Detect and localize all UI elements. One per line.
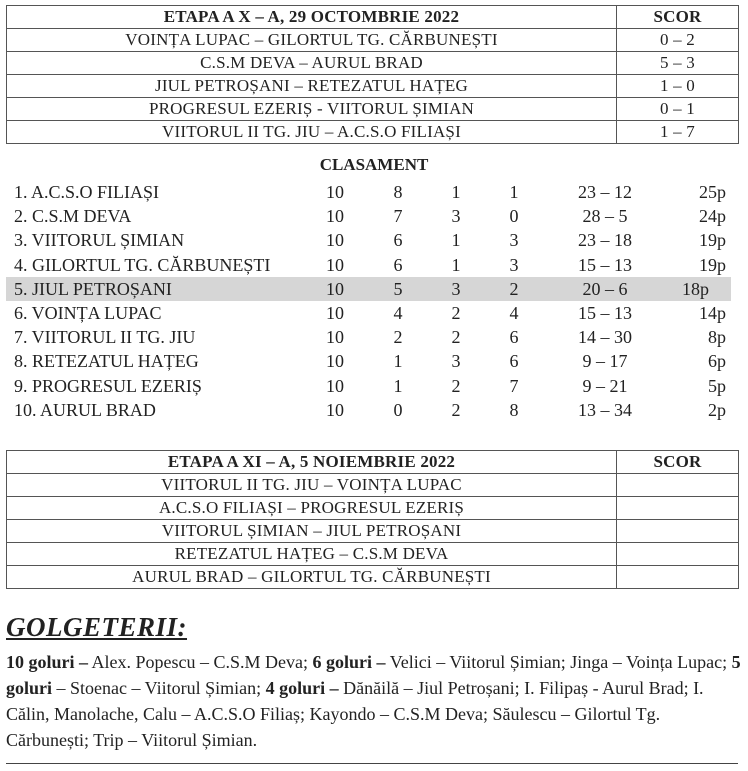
top-scorers-title: GOLGETERII:: [6, 612, 188, 642]
match-name: RETEZATUL HAȚEG – C.S.M DEVA: [7, 543, 617, 566]
goal-difference: 20 – 6: [582, 278, 628, 299]
standings-row: [0, 325, 748, 349]
games-played: 10: [326, 278, 344, 299]
match-name: VOINȚA LUPAC – GILORTUL TG. CĂRBUNEȘTI: [7, 29, 617, 52]
games-lost: 1: [509, 182, 519, 202]
games-won: 2: [393, 327, 403, 348]
points: 5p: [708, 375, 726, 396]
scorer-tier-10: 10 goluri –: [6, 652, 89, 672]
match-score: [617, 543, 739, 566]
standings-row-highlighted: [6, 277, 731, 301]
goal-difference: 15 – 13: [578, 302, 632, 323]
goal-difference: 28 – 5: [582, 206, 628, 227]
points: 2p: [708, 399, 726, 420]
standings-row: [0, 253, 748, 277]
standings-table: [0, 180, 748, 422]
scorer-list-4: Dănăilă – Jiul Petroșani; I. Filipaș - Aurul Brad; I. Călin, Manolache, Calu – A.C.S.O Filiaș; Kayondo – C.S.M Deva; Săulescu – Gilortul Tg. Cărbunești; Trip – Viitorul Șimian.: [6, 678, 704, 750]
standings-row: [0, 204, 748, 228]
games-lost: 0: [509, 206, 519, 227]
match-score: [617, 474, 739, 497]
games-played: 10: [326, 206, 344, 227]
match-name: AURUL BRAD – GILORTUL TG. CĂRBUNEȘTI: [7, 566, 617, 589]
scorer-tier-6: 6 goluri –: [312, 652, 386, 672]
team-name: 6. VOINȚA LUPAC: [14, 302, 162, 323]
games-drawn: 1: [451, 182, 461, 202]
match-score: [617, 520, 739, 543]
games-won: 5: [393, 278, 403, 299]
match-row: [7, 75, 739, 98]
standings-title: CLASAMENT: [319, 155, 429, 174]
team-name: 4. GILORTUL TG. CĂRBUNEȘTI: [14, 254, 271, 275]
round-11-table: [6, 450, 739, 589]
games-played: 10: [326, 182, 344, 202]
games-won: 7: [393, 206, 403, 227]
games-won: 1: [393, 375, 403, 396]
games-played: 10: [326, 230, 344, 251]
match-row: [7, 543, 739, 566]
points: 8p: [708, 327, 726, 348]
goal-difference: 9 – 21: [582, 375, 628, 396]
games-won: 6: [393, 254, 403, 275]
match-score: 1 – 7: [617, 121, 739, 144]
games-lost: 2: [509, 278, 519, 299]
points: 24p: [699, 206, 726, 227]
team-name: 5. JIUL PETROȘANI: [14, 278, 172, 299]
standings-row: [0, 398, 748, 422]
points: 14p: [699, 302, 726, 323]
games-played: 10: [326, 399, 344, 420]
match-row: [7, 474, 739, 497]
team-name: 1. A.C.S.O FILIAȘI: [14, 182, 160, 202]
match-name: VIITORUL ȘIMIAN – JIUL PETROȘANI: [7, 520, 617, 543]
games-played: 10: [326, 351, 344, 372]
games-won: 0: [393, 399, 403, 420]
standings-row: [0, 301, 748, 325]
round-10-title: ETAPA A X – A, 29 OCTOMBRIE 2022: [7, 6, 617, 29]
round-11-score-header: SCOR: [617, 451, 739, 474]
team-name: 3. VIITORUL ȘIMIAN: [14, 230, 185, 251]
match-row: [7, 520, 739, 543]
games-lost: 3: [509, 254, 519, 275]
match-name: JIUL PETROȘANI – RETEZATUL HAȚEG: [7, 75, 617, 98]
top-scorers-text: [6, 649, 741, 753]
games-drawn: 3: [451, 206, 461, 227]
goal-difference: 13 – 34: [578, 399, 632, 420]
games-drawn: 3: [451, 351, 461, 372]
match-row: [7, 29, 739, 52]
scorer-list-10: Alex. Popescu – C.S.M Deva;: [88, 652, 313, 672]
games-drawn: 1: [451, 254, 461, 275]
match-row: [7, 497, 739, 520]
games-played: 10: [326, 327, 344, 348]
games-played: 10: [326, 375, 344, 396]
games-lost: 7: [509, 375, 519, 396]
match-score: 0 – 2: [617, 29, 739, 52]
match-row: [7, 566, 739, 589]
match-name: VIITORUL II TG. JIU – VOINȚA LUPAC: [7, 474, 617, 497]
scorer-list-6: Velici – Viitorul Șimian; Jinga – Voința Lupac;: [385, 652, 732, 672]
games-played: 10: [326, 254, 344, 275]
games-won: 4: [393, 302, 403, 323]
match-score: 0 – 1: [617, 98, 739, 121]
games-drawn: 2: [451, 375, 461, 396]
match-row: [7, 98, 739, 121]
points: 25p: [699, 182, 726, 202]
team-name: 8. RETEZATUL HAȚEG: [14, 351, 199, 372]
games-lost: 8: [509, 399, 519, 420]
games-lost: 6: [509, 351, 519, 372]
scorer-tier-5: 5 goluri: [6, 652, 741, 698]
round-10-table: [6, 5, 739, 144]
games-lost: 3: [509, 230, 519, 251]
goal-difference: 14 – 30: [578, 327, 632, 348]
scorer-list-5: – Stoenac – Viitorul Șimian;: [52, 678, 266, 698]
match-name: VIITORUL II TG. JIU – A.C.S.O FILIAȘI: [7, 121, 617, 144]
team-name: 2. C.S.M DEVA: [14, 206, 132, 227]
points: 19p: [699, 254, 726, 275]
games-drawn: 2: [451, 399, 461, 420]
goal-difference: 23 – 12: [578, 182, 632, 202]
games-lost: 4: [509, 302, 519, 323]
scorer-tier-4: 4 goluri –: [265, 678, 339, 698]
match-row: [7, 121, 739, 144]
standings-row: [0, 180, 748, 204]
team-name: 7. VIITORUL II TG. JIU: [14, 327, 196, 348]
round-11-title: ETAPA A XI – A, 5 NOIEMBRIE 2022: [7, 451, 617, 474]
goal-difference: 9 – 17: [582, 351, 628, 372]
games-drawn: 1: [451, 230, 461, 251]
standings-row: [0, 374, 748, 398]
match-row: [7, 52, 739, 75]
points: 19p: [699, 230, 726, 251]
games-drawn: 3: [451, 278, 461, 299]
match-score: 1 – 0: [617, 75, 739, 98]
points: 18p: [682, 278, 709, 299]
match-score: 5 – 3: [617, 52, 739, 75]
games-lost: 6: [509, 327, 519, 348]
match-score: [617, 566, 739, 589]
team-name: 9. PROGRESUL EZERIȘ: [14, 375, 202, 396]
team-name: 10. AURUL BRAD: [14, 399, 156, 420]
games-drawn: 2: [451, 302, 461, 323]
goal-difference: 23 – 18: [578, 230, 632, 251]
match-name: PROGRESUL EZERIȘ - VIITORUL ȘIMIAN: [7, 98, 617, 121]
games-drawn: 2: [451, 327, 461, 348]
match-score: [617, 497, 739, 520]
match-name: A.C.S.O FILIAȘI – PROGRESUL EZERIȘ: [7, 497, 617, 520]
round-10-score-header: SCOR: [617, 6, 739, 29]
goal-difference: 15 – 13: [578, 254, 632, 275]
standings-row: [0, 228, 748, 252]
standings-row: [0, 349, 748, 373]
match-name: C.S.M DEVA – AURUL BRAD: [7, 52, 617, 75]
games-won: 1: [393, 351, 403, 372]
bottom-divider: [6, 763, 738, 764]
games-won: 8: [393, 182, 403, 202]
points: 6p: [708, 351, 726, 372]
games-played: 10: [326, 302, 344, 323]
games-won: 6: [393, 230, 403, 251]
